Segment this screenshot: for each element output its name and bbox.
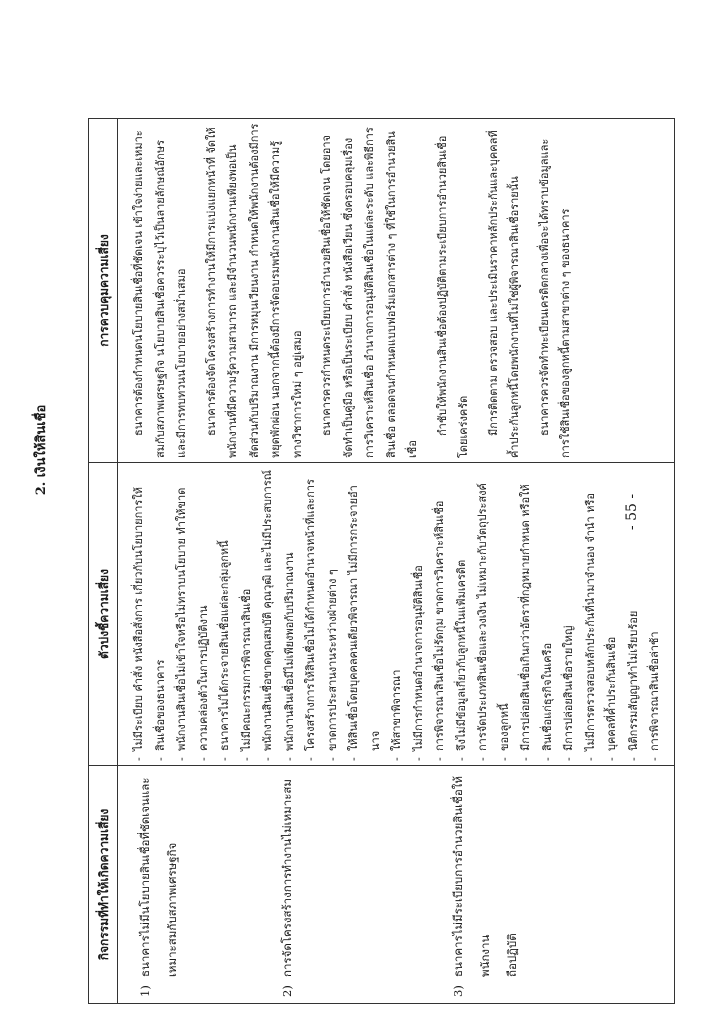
risk-indicator-text: สินเชื่อของธนาคาร: [153, 659, 167, 751]
bullet-dash: -: [132, 757, 145, 761]
risk-control-paragraph: ธนาคารควรกำหนดระเบียบการอำนวยสินเชื่อให้ชัดเจน โดยอาจจัดทำเป็นคู่มือ หรือเป็นระเบียบ คำสั่ง หนังสือเวียน ซึ่งครอบคลุมเรื่องการวิเคราะห์สินเชื่อ อำนาจการอนุมัติสินเชื่อในแต่ละระดับ และพิธีการสินเชื่อ ตลอดจนกำหนดแบบฟอร์มเอกสารต่าง ๆ ที่ใช้ในการอำนวยสินเชื่อ: [320, 127, 419, 458]
risk-indicator-item: [451, 467, 473, 761]
risk-indicator-text: มีการปล่อยสินเชื่อเกินกว่าอัตราที่กฎหมายกำหนด หรือให้: [519, 484, 532, 751]
risk-indicator-text: ไม่มีการตรวจสอบหลักประกันที่นำมาจำนอง จำนำ หรือ: [583, 493, 597, 751]
activity-text: [445, 770, 526, 977]
risk-indicator-item: [472, 467, 494, 761]
header-activity: กิจกรรมที่ทำให้เกิดความเสี่ยง: [89, 766, 118, 1004]
bullet-dash: -: [304, 757, 317, 761]
risk-control-paragraph: มีการติดตาม ตรวจสอบ และประเมินราคาหลักประกันและบุคคลที่ค้ำประกันลูกหนี้โดยพนักงานที่ไม่ใช่ผู้พิจารณาสินเชื่อรายนั้น: [486, 130, 521, 458]
bullet-dash: -: [626, 757, 640, 761]
risk-indicator-item: [343, 467, 386, 761]
risk-indicator-item: [236, 467, 258, 761]
activity-line: ถือปฏิบัติ: [505, 933, 519, 977]
risk-indicator-item: [644, 467, 666, 761]
bullet-dash: -: [411, 757, 425, 761]
activity-item: [274, 770, 301, 997]
bullet-dash: -: [175, 757, 188, 761]
header-row: [89, 119, 118, 1004]
risk-indicator-text: ไม่มีระเบียบ คำสั่ง หนังสือสั่งการ เกี่ยวกับนโยบายการให้: [132, 487, 145, 751]
bullet-dash: -: [583, 757, 597, 761]
risk-indicator-text: พนักงานสินเชื่อไม่เข้าใจหรือไม่ทราบนโยบาย ทำให้ขาด: [175, 487, 188, 751]
risk-indicator-text: ไม่มีการกำหนดอำนาจการอนุมัติสินเชื่อ: [411, 565, 425, 751]
bullet-dash: -: [562, 757, 575, 761]
risk-indicator-item: [322, 467, 344, 761]
risk-indicator-text: พนักงานสินเชื่อมีไม่เพียงพอกับปริมาณงาน: [282, 552, 296, 751]
bullet-dash: -: [218, 757, 231, 761]
risk-indicator-text: ธนาคารไม่ได้กระจายสินเชื่อแต่ละกลุ่มลูกหนี้: [218, 540, 231, 751]
page-number: - 55 -: [624, 493, 640, 531]
risk-indicator-item: [257, 467, 279, 761]
body-row: [118, 119, 675, 1004]
risk-indicator-text: มีการปล่อยสินเชื่อรายใหญ่: [562, 625, 575, 751]
risk-indicator-text: ไม่มีคณะกรรมการพิจารณาสินเชื่อ: [239, 588, 253, 751]
header-control: การควบคุมความเสี่ยง: [89, 119, 118, 463]
risk-indicator-item: [494, 467, 516, 761]
risk-indicator-item: [279, 467, 301, 761]
bullet-dash: -: [261, 757, 274, 761]
section-title: 2. เงินให้สินเชื่อ: [34, 404, 49, 496]
risk-indicator-text: พนักงานสินเชื่อขาดคุณสมบัติ คุณวุฒิ และไม่มีประสบการณ์: [261, 470, 274, 751]
activity-item: [132, 770, 186, 997]
risk-indicator-text: การพิจารณาสินเชื่อล่าช้า: [648, 631, 661, 751]
activity-number: 2): [280, 985, 294, 997]
risk-indicator-item: [601, 467, 623, 761]
activity-number: 1): [138, 985, 152, 997]
risk-indicator-item: [150, 467, 172, 761]
risk-indicator-text: จึงไม่มีข้อมูลเกี่ยวกับลูกหนี้ในแฟ้มเครดิต: [454, 559, 468, 751]
risk-indicator-text: โครงสร้างการให้สินเชื่อไม่ได้กำหนดอำนาจหน้าที่และการ: [304, 479, 317, 751]
risk-indicator-item: [580, 467, 602, 761]
risk-indicator-text: บุคคลที่ค้ำประกันสินเชื่อ: [605, 636, 618, 751]
risk-indicator-item: [214, 467, 236, 761]
risk-control-paragraph: ธนาคารต้องกำหนดนโยบายสินเชื่อที่ชัดเจน เข้าใจง่ายและเหมาะสมกับสภาพเศรษฐกิจ นโยบายสินเชื่อควรระบุไว้เป็นลายลักษณ์อักษรและมีการทบทวนนโยบายอย่างสม่ำเสมอ: [132, 130, 188, 458]
bullet-dash: -: [605, 757, 618, 761]
risk-indicator-item: [386, 467, 408, 761]
activity-line: เหมาะสมกับสภาพเศรษฐกิจ: [165, 842, 179, 977]
risk-indicator-item: [515, 467, 537, 761]
risk-indicator-text: ให้สินเชื่อโดยบุคคลคนเดียวพิจารณา ไม่มีการกระจายอำนาจ: [347, 485, 382, 751]
risk-indicator-item: [558, 467, 580, 761]
risk-indicator-item: [408, 467, 430, 761]
bullet-dash: -: [239, 757, 253, 761]
bullet-dash: -: [282, 757, 296, 761]
activities-cell: [118, 766, 675, 1004]
bullet-dash: -: [196, 757, 210, 761]
risk-indicator-item: [171, 467, 193, 761]
bullet-dash: -: [648, 757, 661, 761]
bullet-dash: -: [347, 757, 360, 761]
risk-indicator-text: นิติกรรมสัญญาทำไม่เรียบร้อย: [626, 610, 640, 751]
risk-indicator-item: [128, 467, 150, 761]
bullet-dash: -: [390, 757, 403, 761]
bullet-dash: -: [433, 757, 446, 761]
activity-text: [132, 770, 186, 977]
bullet-dash: -: [519, 757, 532, 761]
activity-text: [274, 770, 301, 977]
risk-table: [88, 118, 675, 1004]
activity-line: ธนาคารไม่มีนโยบายสินเชื่อที่ชัดเจนและ: [138, 777, 152, 977]
bullet-dash: -: [153, 757, 167, 761]
risk-control-paragraph: ธนาคารควรจัดทำทะเบียนเครดิตกลางเพื่อจะได้ทราบข้อมูลและการใช้สินเชื่อของลูกหนี้ตามสาขาต่าง ๆ ของธนาคาร: [537, 138, 572, 458]
activity-line: ธนาคารไม่มีระเบียบการอำนวยสินเชื่อให้พนักงาน: [451, 776, 492, 977]
risk-indicator-text: ขาดการประสานงานระหว่างฝ่ายต่าง ๆ: [325, 569, 339, 751]
risk-control-paragraph: ธนาคารต้องจัดโครงสร้างการทำงานให้มีการแบ่งแยกหน้าที่ จัดให้พนักงานที่มีความรู้ความสามารถ และมีจำนวนพนักงานเพียงพอเป็นสัดส่วนกับปริมาณงาน มีการหมุนเวียนงาน กำหนดให้พนักงานต้องมีการหยุดพักผ่อน นอกจากนี้ต้องมีการจัดอบรมพนักงานสินเชื่อให้มีความรู้ทางวิชาการใหม่ ๆ อยู่เสมอ: [204, 123, 304, 458]
activity-line: การจัดโครงสร้างการทำงานไม่เหมาะสม: [280, 779, 294, 977]
risk-indicator-text: ของลูกหนี้: [497, 703, 511, 751]
bullet-dash: -: [325, 757, 339, 761]
indicators-cell: [118, 463, 675, 766]
risk-control-paragraph: กำชับให้พนักงานสินเชื่อต้องปฏิบัติตามระเบียบการอำนวยสินเชื่อโดยเคร่งครัด: [435, 135, 470, 458]
risk-indicator-text: ให้สาขาพิจารณา: [390, 669, 403, 751]
risk-indicator-item: [300, 467, 322, 761]
activity-item: [445, 770, 526, 997]
controls-cell: [118, 119, 675, 463]
risk-indicator-text: การพิจารณาสินเชื่อไม่รัดกุม ขาดการวิเคราะห์สินเชื่อ: [433, 500, 446, 751]
bullet-dash: -: [540, 757, 554, 761]
risk-indicator-item: [429, 467, 451, 761]
header-indicator: ตัวบ่งชี้ความเสี่ยง: [89, 463, 118, 766]
risk-indicator-text: สินเชื่อแก่ธุรกิจในเครือ: [540, 642, 554, 751]
bullet-dash: -: [497, 757, 511, 761]
bullet-dash: -: [454, 757, 468, 761]
risk-indicator-item: [193, 467, 215, 761]
risk-indicator-text: ความคล่องตัวในการปฏิบัติงาน: [196, 605, 210, 751]
risk-indicator-item: [537, 467, 559, 761]
bullet-dash: -: [476, 757, 489, 761]
risk-indicator-text: การจัดประเภทสินเชื่อและวงเงิน ไม่เหมาะกับวัตถุประสงค์: [476, 483, 489, 751]
activity-number: 3): [451, 985, 465, 997]
